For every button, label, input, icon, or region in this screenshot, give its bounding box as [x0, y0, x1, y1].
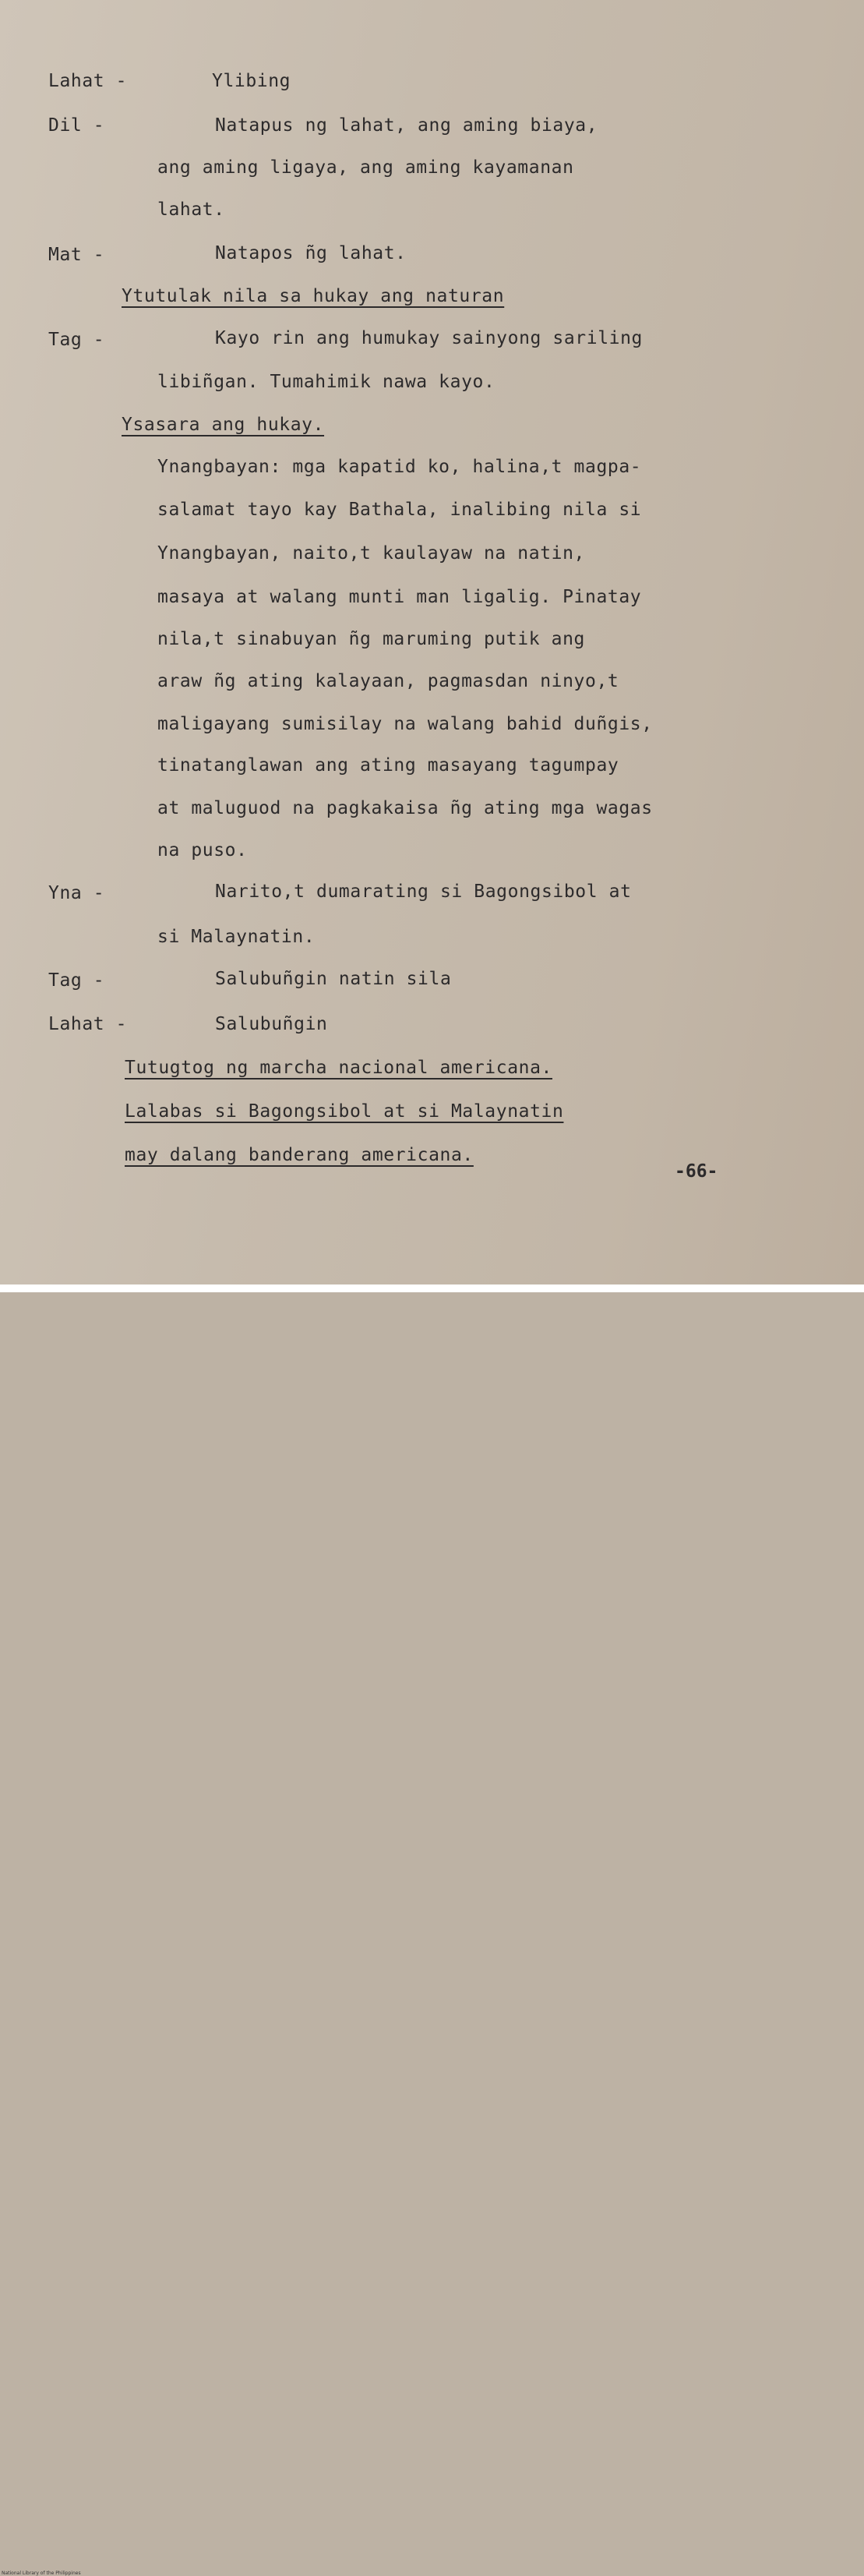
- dialogue-line: maligayang sumisilay na walang bahid duñgis,: [157, 714, 653, 734]
- stage-direction: Ytutulak nila sa hukay ang naturan: [122, 286, 505, 306]
- speaker-label: Dil -: [48, 115, 105, 136]
- dialogue-line: Ynangbayan: mga kapatid ko, halina,t magpa-: [157, 457, 642, 477]
- dialogue-line: tinatanglawan ang ating masayang tagumpay: [157, 755, 619, 776]
- stage-direction: Ysasara ang hukay.: [122, 415, 325, 435]
- dialogue-line: Natapos ñg lahat.: [215, 243, 407, 263]
- dialogue-line: nila,t sinabuyan ñg maruming putik ang: [157, 629, 585, 649]
- dialogue-line: Ylibing: [212, 71, 291, 91]
- speaker-label: Tag -: [48, 970, 105, 991]
- footer-strip: [0, 1284, 864, 2576]
- dialogue-line: Natapus ng lahat, ang aming biaya,: [215, 115, 598, 136]
- speaker-label: Tag -: [48, 330, 105, 350]
- stage-direction: Tutugtog ng marcha nacional americana.: [125, 1058, 552, 1078]
- dialogue-line: salamat tayo kay Bathala, inalibing nila si: [157, 500, 642, 520]
- page-number: -66-: [675, 1161, 718, 1182]
- library-credit: National Library of the Philippines: [2, 2571, 81, 2576]
- speaker-label: Mat -: [48, 245, 105, 265]
- dialogue-line: ang aming ligaya, ang aming kayamanan: [157, 157, 574, 178]
- speaker-label: Lahat -: [48, 71, 128, 91]
- speaker-label: Yna -: [48, 883, 105, 903]
- stage-direction: Lalabas si Bagongsibol at si Malaynatin: [125, 1101, 564, 1122]
- dialogue-line: araw ñg ating kalayaan, pagmasdan ninyo,t: [157, 671, 619, 691]
- dialogue-line: lahat.: [157, 200, 225, 220]
- stage-direction: may dalang banderang americana.: [125, 1145, 474, 1165]
- dialogue-line: masaya at walang munti man ligalig. Pinatay: [157, 587, 642, 607]
- dialogue-line: Kayo rin ang humukay sainyong sariling: [215, 328, 643, 348]
- dialogue-line: si Malaynatin.: [157, 927, 316, 947]
- dialogue-line: Salubuñgin: [215, 1014, 328, 1034]
- speaker-label: Lahat -: [48, 1014, 128, 1034]
- dialogue-line: at maluguod na pagkakaisa ñg ating mga wagas: [157, 798, 653, 818]
- dialogue-line: na puso.: [157, 840, 248, 860]
- document-page: [0, 0, 864, 1284]
- dialogue-line: libiñgan. Tumahimik nawa kayo.: [157, 372, 495, 392]
- dialogue-line: Ynangbayan, naito,t kaulayaw na natin,: [157, 543, 585, 564]
- dialogue-line: Salubuñgin natin sila: [215, 969, 452, 989]
- dialogue-line: Narito,t dumarating si Bagongsibol at: [215, 882, 632, 902]
